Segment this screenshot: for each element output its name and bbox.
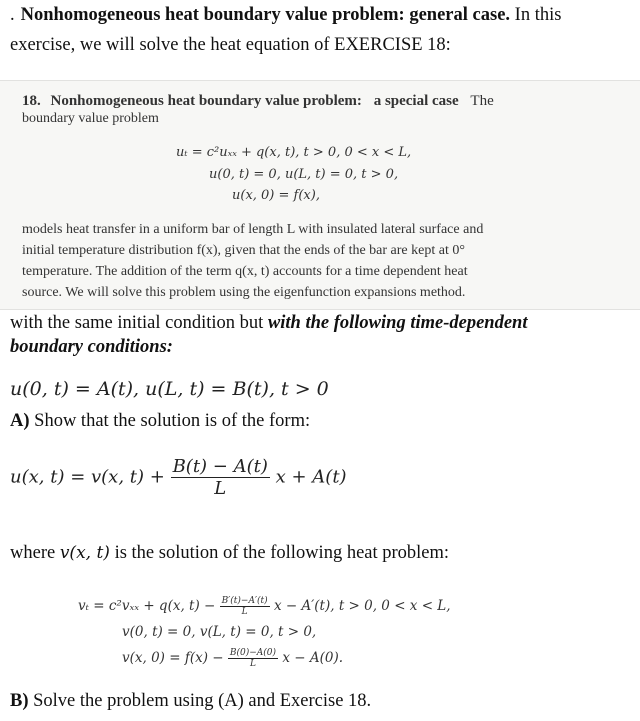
- problem-equation-2: v(0, t) = 0, v(L, t) = 0, t > 0,: [122, 624, 317, 640]
- continuation-bold-2: boundary conditions:: [10, 337, 173, 357]
- where-pre: where: [10, 543, 60, 563]
- part-a-label: A): [10, 411, 30, 431]
- problem-equation-1: [78, 596, 451, 617]
- boundary-conditions: u(0, t) = A(t), u(L, t) = B(t), t > 0: [10, 378, 329, 400]
- continuation-bold-1: with the following time-dependent: [267, 313, 528, 333]
- excerpt-subtitle: a special case: [373, 93, 459, 109]
- solution-rhs: x + A(t): [275, 466, 347, 488]
- excerpt-body-line: models heat transfer in a uniform bar of length L with insulated lateral surface and: [22, 222, 484, 237]
- intro-text-1: In this: [510, 5, 562, 25]
- excerpt-body-line: temperature. The addition of the term q(x, t) accounts for a time dependent heat: [22, 264, 468, 279]
- solution-numerator: B(t) − A(t): [172, 456, 268, 477]
- problem-eq3-left: v(x, 0) = f(x) −: [122, 650, 224, 666]
- excerpt-number: 18.: [22, 93, 41, 109]
- where-post: is the solution of the following heat problem:: [109, 543, 450, 563]
- solution-fraction: [171, 456, 270, 499]
- continuation-line-1: [10, 312, 527, 334]
- excerpt-body-line: initial temperature distribution f(x), given that the ends of the bar are kept at 0°: [22, 243, 465, 258]
- solution-denominator: L: [171, 477, 270, 499]
- intro-title: Nonhomogeneous heat boundary value problem: general case.: [20, 5, 511, 25]
- bullet: .: [10, 5, 15, 25]
- part-a-text: Show that the solution is of the form:: [29, 411, 311, 431]
- excerpt-lead-1: The: [470, 93, 494, 109]
- problem-equation-3: [122, 648, 343, 669]
- problem-eq1-fraction: [220, 596, 270, 617]
- problem-eq1-right: x − A′(t), t > 0, 0 < x < L,: [273, 598, 451, 614]
- problem-eq3-right: x − A(0).: [282, 650, 344, 666]
- excerpt-equation-3: u(x, 0) = f(x),: [232, 188, 320, 203]
- excerpt-body-line: source. We will solve this problem using the eigenfunction expansions method.: [22, 285, 466, 300]
- part-b-text: Solve the problem using (A) and Exercise 18.: [28, 691, 372, 711]
- excerpt-equation-2: u(0, t) = 0, u(L, t) = 0, t > 0,: [209, 167, 399, 182]
- part-b: [10, 690, 371, 712]
- problem-eq3-fraction: [228, 648, 278, 669]
- where-line: [10, 542, 449, 564]
- problem-eq1-numerator: B′(t)−A′(t): [221, 596, 268, 606]
- solution-equation: [10, 456, 347, 499]
- problem-eq1-left: vₜ = c²vₓₓ + q(x, t) −: [78, 598, 216, 614]
- part-a: [10, 410, 310, 432]
- problem-eq1-denominator: L: [220, 606, 270, 617]
- excerpt-title: Nonhomogeneous heat boundary value problem:: [50, 93, 362, 109]
- excerpt-heading: [22, 91, 494, 111]
- where-variable: v(x, t): [59, 543, 110, 563]
- problem-eq3-denominator: L: [228, 658, 278, 669]
- excerpt-equation-1: uₜ = c²uₓₓ + q(x, t), t > 0, 0 < x < L,: [176, 145, 412, 160]
- solution-lhs: u(x, t) = v(x, t) +: [10, 466, 165, 488]
- part-b-label: B): [10, 691, 29, 711]
- exercise-18-excerpt: [0, 80, 640, 310]
- continuation-text: with the same initial condition but: [10, 313, 268, 333]
- intro-line-2: exercise, we will solve the heat equation of EXERCISE 18:: [10, 35, 451, 55]
- intro-line-1: [10, 4, 561, 26]
- problem-eq3-numerator: B(0)−A(0): [229, 648, 277, 658]
- excerpt-lead-2: boundary value problem: [22, 111, 159, 126]
